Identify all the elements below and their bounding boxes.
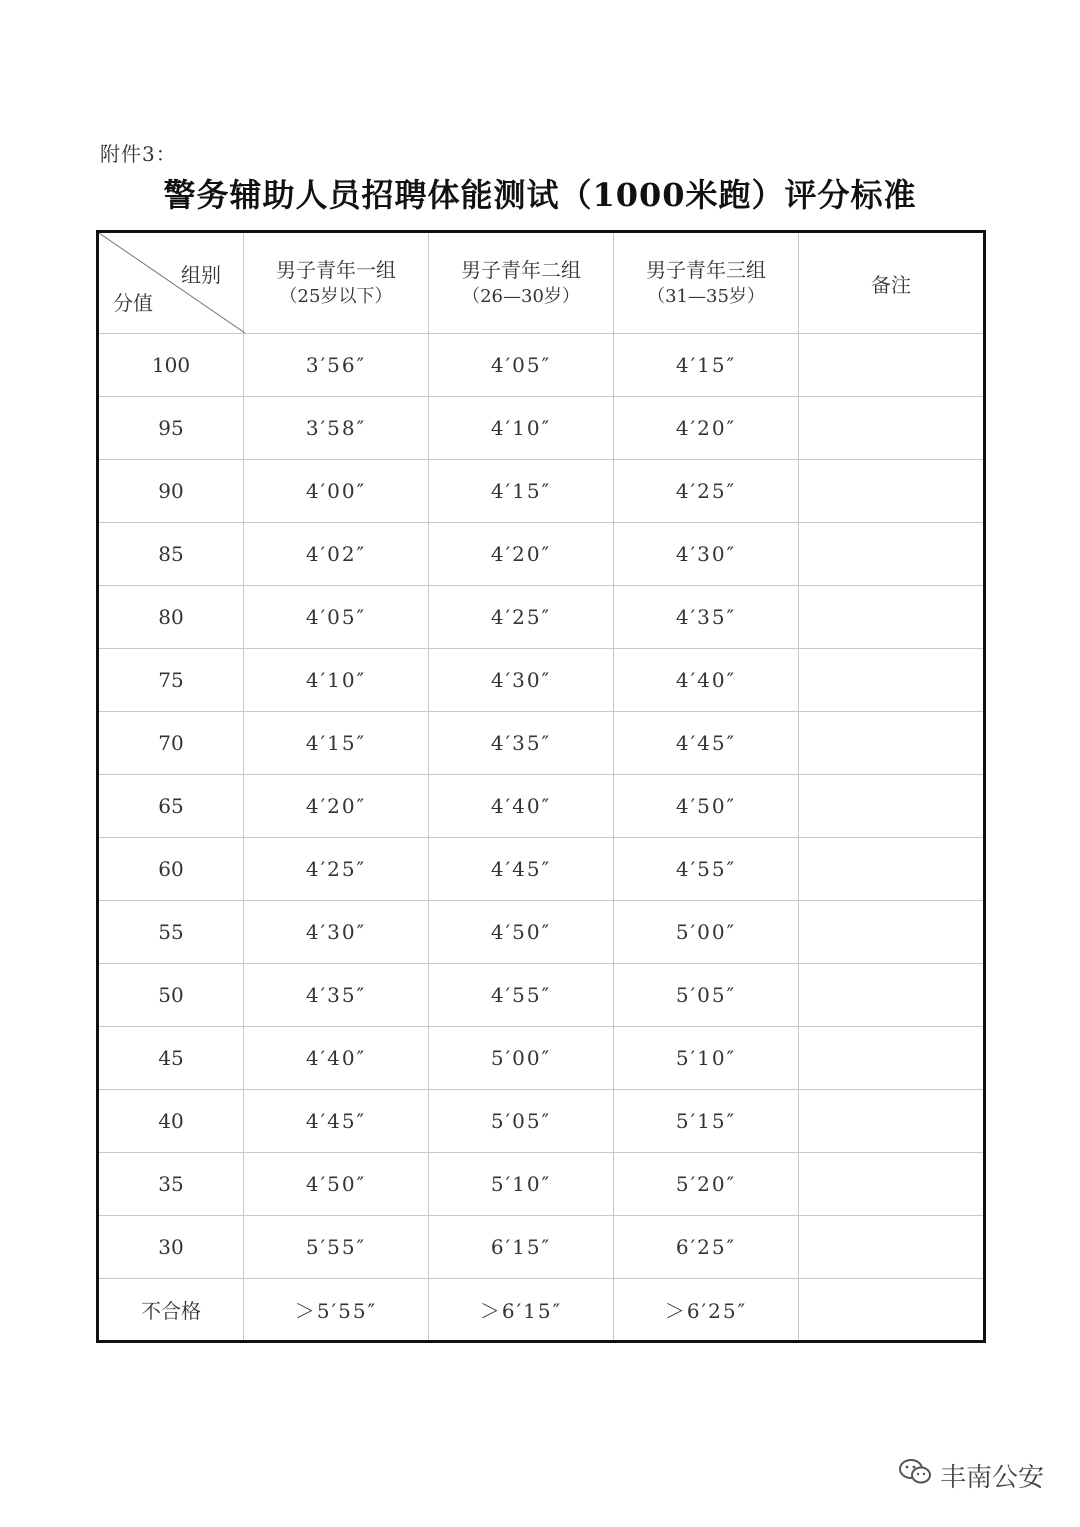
table-row <box>98 649 985 712</box>
group2-time-cell: 5′00″ <box>429 1027 614 1090</box>
group3-time-cell: 4′45″ <box>614 712 799 775</box>
table-row <box>98 1027 985 1090</box>
note-cell <box>799 334 985 397</box>
table-row <box>98 775 985 838</box>
table-row <box>98 586 985 649</box>
group3-time-cell: 4′15″ <box>614 334 799 397</box>
attachment-label: 附件3： <box>100 142 177 166</box>
group3-time-cell: 4′55″ <box>614 838 799 901</box>
group1-time-cell: 4′20″ <box>244 775 429 838</box>
note-cell <box>799 901 985 964</box>
group2-time-cell: 4′35″ <box>429 712 614 775</box>
group1-time-cell: ＞5′55″ <box>244 1279 429 1342</box>
group1-time-cell: 4′15″ <box>244 712 429 775</box>
group2-time-cell: 4′20″ <box>429 523 614 586</box>
table-row <box>98 1279 985 1342</box>
group-name: 男子青年一组 <box>276 258 396 282</box>
group1-time-cell: 4′05″ <box>244 586 429 649</box>
group1-time-cell: 4′50″ <box>244 1153 429 1216</box>
note-cell <box>799 397 985 460</box>
group2-time-cell: 5′10″ <box>429 1153 614 1216</box>
group2-time-cell: 4′40″ <box>429 775 614 838</box>
group3-time-cell: 4′20″ <box>614 397 799 460</box>
score-cell: 95 <box>98 397 244 460</box>
note-cell <box>799 712 985 775</box>
score-cell: 100 <box>98 334 244 397</box>
table-row <box>98 1090 985 1153</box>
score-cell: 不合格 <box>98 1279 244 1342</box>
page-title: 警务辅助人员招聘体能测试（1000米跑）评分标准 <box>163 176 917 214</box>
group1-time-cell: 4′02″ <box>244 523 429 586</box>
table-row <box>98 460 985 523</box>
group-header-3 <box>614 232 799 334</box>
score-cell: 45 <box>98 1027 244 1090</box>
group3-time-cell: 5′10″ <box>614 1027 799 1090</box>
note-cell <box>799 1153 985 1216</box>
note-cell <box>799 1216 985 1279</box>
group1-time-cell: 4′25″ <box>244 838 429 901</box>
note-cell <box>799 1279 985 1342</box>
group3-time-cell: 4′50″ <box>614 775 799 838</box>
group2-time-cell: 5′05″ <box>429 1090 614 1153</box>
group3-time-cell: 4′35″ <box>614 586 799 649</box>
score-table <box>96 230 986 1343</box>
group2-time-cell: 4′55″ <box>429 964 614 1027</box>
group-header-1 <box>244 232 429 334</box>
note-cell <box>799 838 985 901</box>
score-cell: 40 <box>98 1090 244 1153</box>
score-cell: 35 <box>98 1153 244 1216</box>
table-row <box>98 838 985 901</box>
group3-time-cell: 5′20″ <box>614 1153 799 1216</box>
group1-time-cell: 5′55″ <box>244 1216 429 1279</box>
watermark-text: 丰南公安 <box>939 1463 1044 1493</box>
score-cell: 55 <box>98 901 244 964</box>
score-cell: 60 <box>98 838 244 901</box>
group3-time-cell: 5′15″ <box>614 1090 799 1153</box>
group2-time-cell: ＞6′15″ <box>429 1279 614 1342</box>
note-cell <box>799 460 985 523</box>
group2-time-cell: 4′05″ <box>429 334 614 397</box>
table-row <box>98 523 985 586</box>
group1-time-cell: 4′10″ <box>244 649 429 712</box>
group3-time-cell: 4′30″ <box>614 523 799 586</box>
table-row <box>98 712 985 775</box>
group2-time-cell: 4′10″ <box>429 397 614 460</box>
note-cell <box>799 775 985 838</box>
group1-time-cell: 4′00″ <box>244 460 429 523</box>
score-cell: 50 <box>98 964 244 1027</box>
group2-time-cell: 4′50″ <box>429 901 614 964</box>
note-cell <box>799 523 985 586</box>
table-row <box>98 1216 985 1279</box>
score-cell: 30 <box>98 1216 244 1279</box>
wechat-icon <box>898 1458 932 1493</box>
group3-time-cell: ＞6′25″ <box>614 1279 799 1342</box>
note-cell <box>799 1090 985 1153</box>
group1-time-cell: 4′30″ <box>244 901 429 964</box>
group-header-2 <box>429 232 614 334</box>
group2-time-cell: 4′30″ <box>429 649 614 712</box>
table-row <box>98 397 985 460</box>
group2-time-cell: 4′25″ <box>429 586 614 649</box>
group1-time-cell: 3′58″ <box>244 397 429 460</box>
group2-time-cell: 6′15″ <box>429 1216 614 1279</box>
note-cell <box>799 964 985 1027</box>
table-header-row <box>98 232 985 334</box>
score-cell: 85 <box>98 523 244 586</box>
group2-time-cell: 4′45″ <box>429 838 614 901</box>
group-age-range: （31—35岁） <box>647 286 765 307</box>
group1-time-cell: 3′56″ <box>244 334 429 397</box>
watermark <box>898 1457 1044 1494</box>
note-cell <box>799 1027 985 1090</box>
note-header: 备注 <box>799 232 985 334</box>
corner-header-cell <box>98 232 244 334</box>
table-row <box>98 1153 985 1216</box>
score-cell: 90 <box>98 460 244 523</box>
group-name: 男子青年三组 <box>646 258 766 282</box>
note-cell <box>799 649 985 712</box>
table-row <box>98 901 985 964</box>
group1-time-cell: 4′35″ <box>244 964 429 1027</box>
group1-time-cell: 4′40″ <box>244 1027 429 1090</box>
score-cell: 75 <box>98 649 244 712</box>
group3-time-cell: 5′00″ <box>614 901 799 964</box>
group-age-range: （25岁以下） <box>279 286 393 307</box>
group3-time-cell: 4′25″ <box>614 460 799 523</box>
corner-group-label: 组别 <box>181 263 221 287</box>
table-row <box>98 964 985 1027</box>
diagonal-line <box>99 233 245 333</box>
group1-time-cell: 4′45″ <box>244 1090 429 1153</box>
note-cell <box>799 586 985 649</box>
score-cell: 70 <box>98 712 244 775</box>
score-cell: 65 <box>98 775 244 838</box>
corner-score-label: 分值 <box>113 291 153 315</box>
group-age-range: （26—30岁） <box>462 286 580 307</box>
group3-time-cell: 5′05″ <box>614 964 799 1027</box>
group3-time-cell: 4′40″ <box>614 649 799 712</box>
table-row <box>98 334 985 397</box>
group2-time-cell: 4′15″ <box>429 460 614 523</box>
group3-time-cell: 6′25″ <box>614 1216 799 1279</box>
group-name: 男子青年二组 <box>461 258 581 282</box>
score-cell: 80 <box>98 586 244 649</box>
